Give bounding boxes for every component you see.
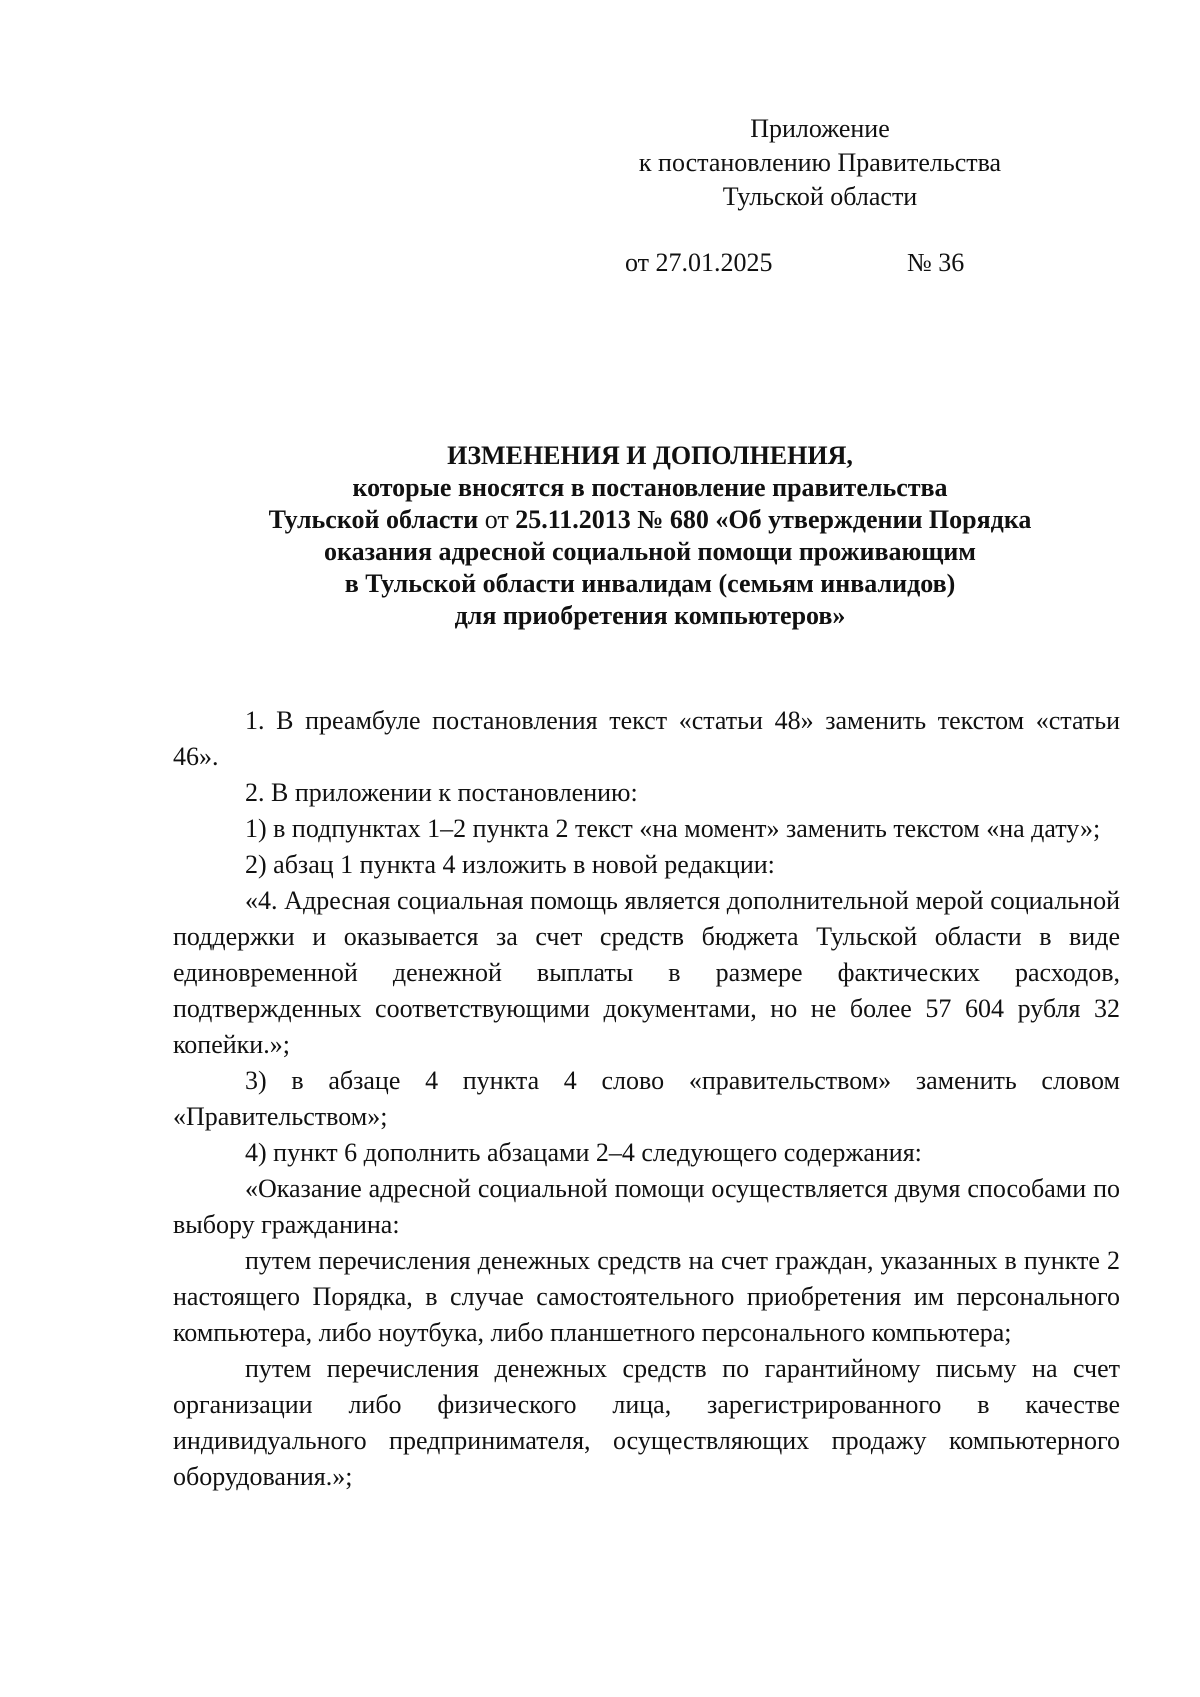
appendix-line-1: Приложение — [750, 114, 890, 143]
decree-date: от 27.01.2025 — [625, 248, 773, 277]
paragraph-8: «Оказание адресной социальной помощи осуществляется двумя способами по выбору гражданина: — [173, 1174, 1120, 1239]
paragraph-10: путем перечисления денежных средств по гарантийному письму на счет организации либо физического лица, зарегистрированного в качестве индивидуального предпринимателя, осуществляющих продажу компьютерного оборудования.»; — [173, 1354, 1120, 1491]
title-line-3-part-c: 25.11.2013 № 680 «Об утверждении Порядка — [515, 505, 1032, 534]
appendix-line-3: Тульской области — [722, 182, 918, 211]
paragraph-1: 1. В преамбуле постановления текст «статьи 48» заменить текстом «статьи 46». — [173, 706, 1120, 771]
title-line-6: для приобретения компьютеров» — [454, 601, 846, 630]
paragraph-6: 3) в абзаце 4 пункта 4 слово «правительством» заменить словом «Правительством»; — [173, 1066, 1120, 1131]
appendix-line-2: к постановлению Правительства — [638, 148, 1002, 177]
paragraph-5: «4. Адресная социальная помощь является дополнительной мерой социальной поддержки и оказывается за счет средств бюджета Тульской области в виде единовременной денежной выплаты в размере фактических расходов, подтвержденных соответствующими документами, но не более 57 604 рубля 32 копейки.»; — [173, 886, 1120, 1059]
decree-date-number — [625, 246, 965, 280]
paragraph-3: 1) в подпунктах 1–2 пункта 2 текст «на момент» заменить текстом «на дату»; — [245, 814, 1101, 843]
document-title — [175, 440, 1125, 632]
paragraph-4: 2) абзац 1 пункта 4 изложить в новой редакции: — [245, 850, 775, 879]
appendix-header — [605, 112, 1035, 214]
paragraph-9: путем перечисления денежных средств на счет граждан, указанных в пункте 2 настоящего Порядка, в случае самостоятельного приобретения им персонального компьютера, либо ноутбука, либо планшетного персонального компьютера; — [173, 1246, 1120, 1347]
title-line-3-part-a: Тульской области — [268, 505, 479, 534]
document-body — [173, 703, 1120, 1495]
title-line-1: ИЗМЕНЕНИЯ И ДОПОЛНЕНИЯ, — [447, 441, 853, 470]
title-line-4: оказания адресной социальной помощи проживающим — [323, 537, 977, 566]
paragraph-2: 2. В приложении к постановлению: — [245, 778, 638, 807]
title-line-3 — [175, 504, 1125, 536]
paragraph-7: 4) пункт 6 дополнить абзацами 2–4 следующего содержания: — [245, 1138, 922, 1167]
decree-number: № 36 — [907, 248, 965, 277]
title-line-3-part-b: от — [478, 505, 516, 534]
title-line-5: в Тульской области инвалидам (семьям инвалидов) — [344, 569, 956, 598]
title-line-2: которые вносятся в постановление правительства — [352, 473, 948, 502]
